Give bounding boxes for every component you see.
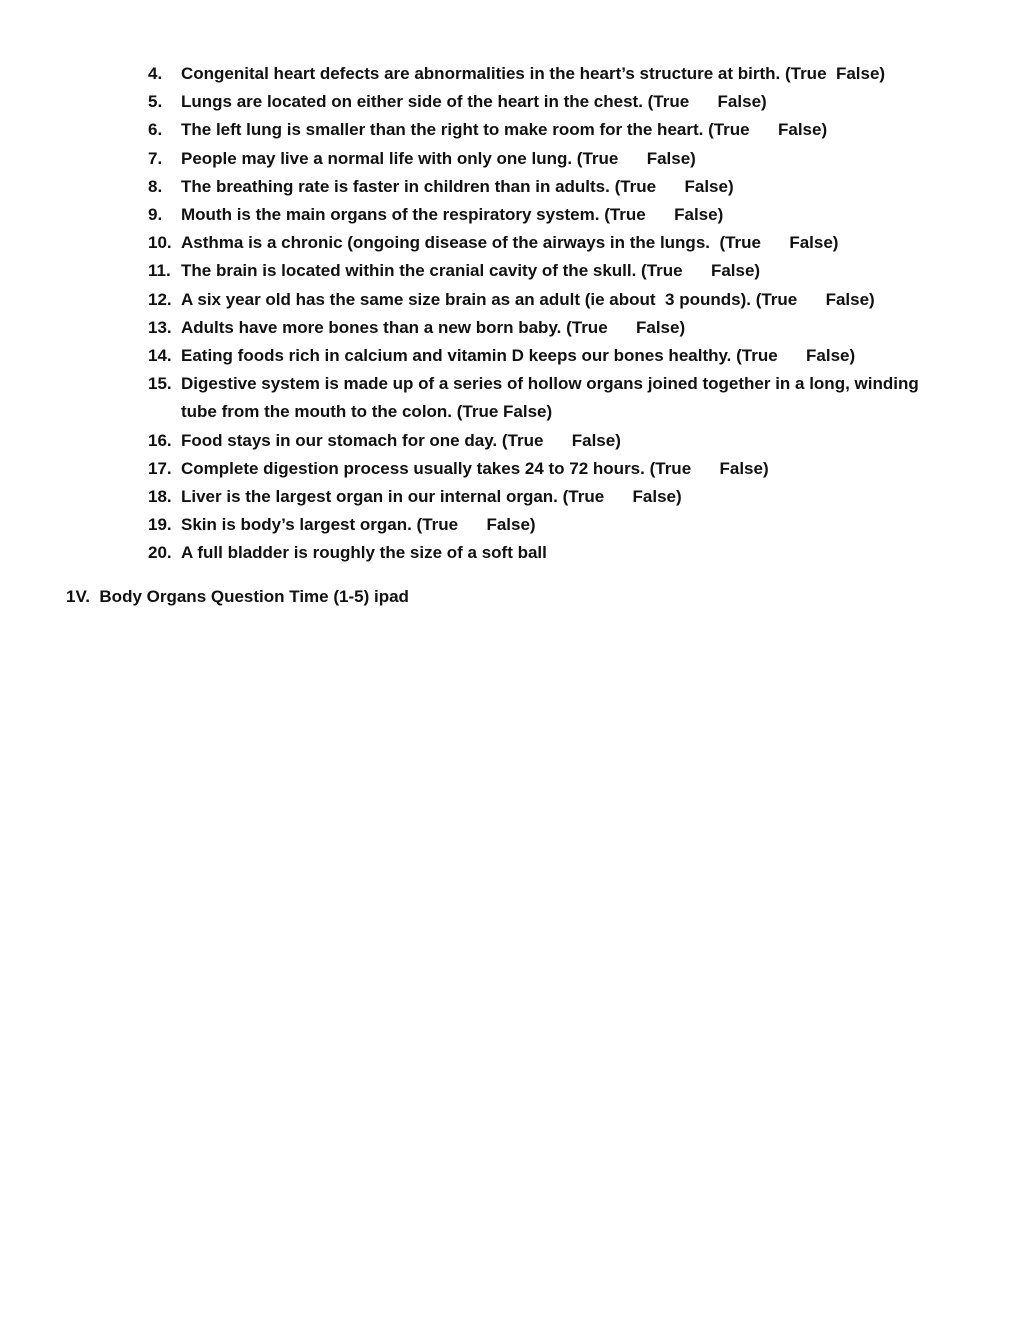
question-item (148, 511, 968, 539)
question-number: 8. (148, 176, 163, 196)
question-number: 16. (148, 430, 172, 450)
question-number: 6. (148, 120, 163, 140)
question-number: 14. (148, 346, 172, 366)
question-item (148, 455, 968, 483)
question-number: 20. (148, 543, 172, 563)
question-text: The brain is located within the cranial cavity of the skull. (True False) (181, 261, 761, 281)
question-number: 4. (148, 64, 163, 83)
question-number: 9. (148, 205, 163, 225)
question-text: Asthma is a chronic (ongoing disease of the airways in the lungs. (True False) (181, 233, 839, 253)
question-text: Congenital heart defects are abnormalities in the heart’s structure at birth. (True False) (181, 64, 886, 83)
section-heading: 1V. Body Organs Question Time (1-5) ipad (66, 587, 409, 606)
question-item (148, 427, 968, 455)
question-item (148, 342, 968, 370)
question-item (148, 257, 968, 285)
question-text: Skin is body’s largest organ. (True False) (181, 515, 536, 535)
question-number: 18. (148, 487, 172, 507)
question-number: 12. (148, 289, 172, 309)
question-text: The breathing rate is faster in children than in adults. (True False) (181, 176, 734, 196)
question-text: Food stays in our stomach for one day. (True False) (181, 430, 621, 450)
question-number: 7. (148, 148, 163, 168)
question-text: Adults have more bones than a new born baby. (True False) (181, 317, 686, 337)
question-item (148, 314, 968, 342)
question-text: Lungs are located on either side of the heart in the chest. (True False) (181, 92, 767, 112)
question-item (148, 370, 968, 426)
question-text: Digestive system is made up of a series of hollow organs joined together in a long, winding tube from the mouth to the colon. (True False) (181, 374, 919, 422)
question-text: Mouth is the main organs of the respiratory system. (True False) (181, 205, 724, 225)
question-text: A six year old has the same size brain as an adult (ie about 3 pounds). (True False) (181, 289, 875, 309)
question-number: 10. (148, 233, 172, 253)
question-item (148, 229, 968, 257)
question-item (148, 201, 968, 229)
question-text: Eating foods rich in calcium and vitamin D keeps our bones healthy. (True False) (181, 346, 856, 366)
question-number: 13. (148, 317, 172, 337)
question-item (148, 483, 968, 511)
question-item (148, 145, 968, 173)
question-item (148, 60, 968, 88)
question-text: People may live a normal life with only one lung. (True False) (181, 148, 696, 168)
question-text: The left lung is smaller than the right to make room for the heart. (True False) (181, 120, 828, 140)
question-number: 17. (148, 458, 172, 478)
question-text: Complete digestion process usually takes 24 to 72 hours. (True False) (181, 458, 769, 478)
question-number: 11. (148, 261, 171, 281)
question-item (148, 286, 968, 314)
true-false-question-list (148, 60, 968, 568)
question-text: Liver is the largest organ in our internal organ. (True False) (181, 487, 682, 507)
question-text: A full bladder is roughly the size of a soft ball (181, 543, 547, 563)
question-item (148, 88, 968, 116)
question-item (148, 173, 968, 201)
question-number: 5. (148, 92, 163, 112)
question-item (148, 539, 968, 567)
question-number: 19. (148, 515, 172, 535)
question-item (148, 116, 968, 144)
question-number: 15. (148, 374, 172, 394)
